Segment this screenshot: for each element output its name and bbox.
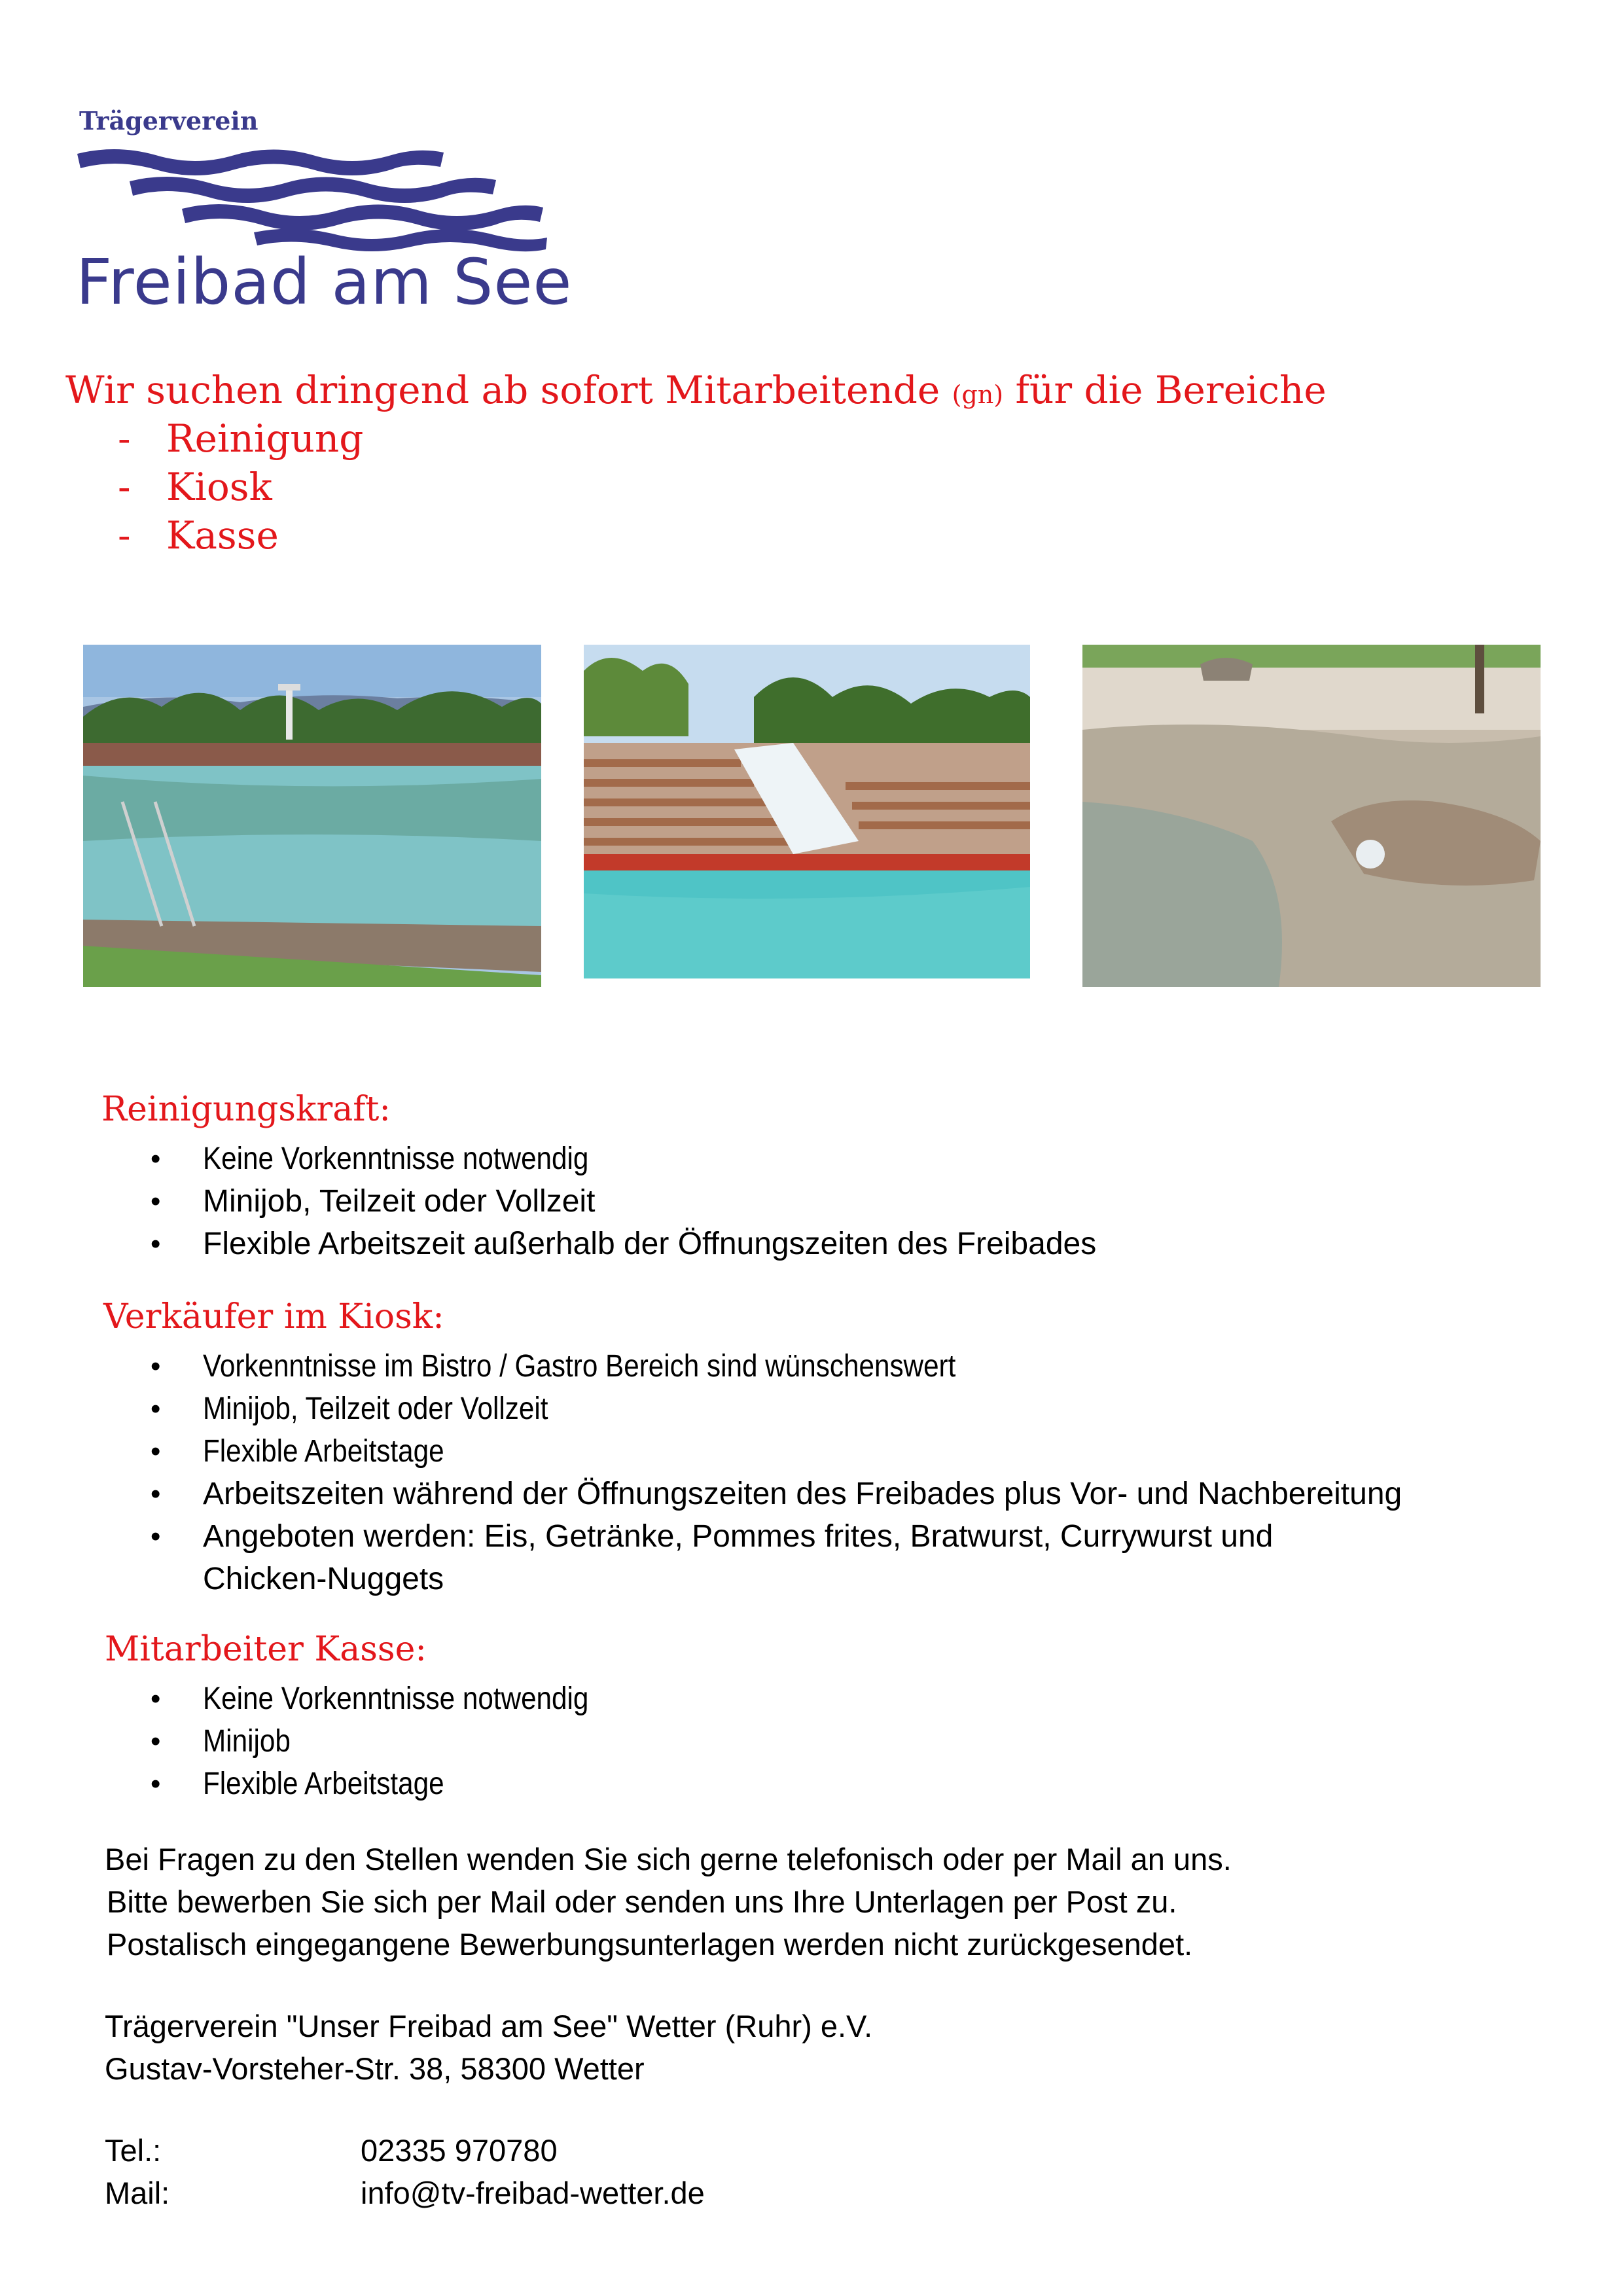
tel-value[interactable]: 02335 970780 — [361, 2133, 558, 2168]
list-item: • Minijob, Teilzeit oder Vollzeit — [151, 1388, 1402, 1430]
kiosk-list — [151, 1345, 1402, 1600]
info-paragraph-line: Bitte bewerben Sie sich per Mail oder senden uns Ihre Unterlagen per Post zu. — [107, 1884, 1177, 1919]
section-title-kasse: Mitarbeiter Kasse: — [105, 1630, 427, 1669]
list-item: • Keine Vorkenntnisse notwendig — [151, 1138, 1096, 1180]
section-title-kiosk: Verkäufer im Kiosk: — [103, 1297, 444, 1336]
list-item: • Flexible Arbeitstage — [151, 1430, 1402, 1473]
lake-pool-photo — [83, 645, 541, 987]
headline-text-before: Wir suchen dringend ab sofort Mitarbeitende — [65, 368, 952, 412]
info-paragraph-line: Bei Fragen zu den Stellen wenden Sie sich gerne telefonisch oder per Mail an uns. — [105, 1842, 1232, 1876]
tel-label: Tel.: — [105, 2133, 162, 2168]
water-playground-photo — [1082, 645, 1541, 987]
logo-subtitle: Trägerverein — [79, 106, 259, 135]
list-item: • Minijob, Teilzeit oder Vollzeit — [151, 1180, 1096, 1223]
organization-name: Trägerverein "Unser Freibad am See" Wetter (Ruhr) e.V. — [105, 2009, 873, 2043]
mail-label: Mail: — [105, 2176, 170, 2210]
list-item: • Flexible Arbeitszeit außerhalb der Öffnungszeiten des Freibades — [151, 1223, 1096, 1265]
list-item: • Arbeitszeiten während der Öffnungszeiten des Freibades plus Vor- und Nachbereitung — [151, 1473, 1402, 1515]
street-address: Gustav-Vorsteher-Str. 38, 58300 Wetter — [105, 2051, 645, 2086]
kasse-list — [151, 1677, 641, 1805]
headline — [65, 368, 1327, 412]
logo-waves-icon — [77, 141, 548, 255]
mail-value[interactable]: info@tv-freibad-wetter.de — [361, 2176, 705, 2210]
logo-title: Freibad am See — [76, 245, 573, 319]
headline-text-after: für die Bereiche — [1003, 368, 1327, 412]
area-item-kiosk: - Kiosk — [118, 465, 272, 509]
list-item: • Vorkenntnisse im Bistro / Gastro Bereich sind wünschenswert — [151, 1345, 1402, 1388]
area-item-reinigung: - Reinigung — [118, 416, 364, 461]
section-title-reinigungskraft: Reinigungskraft: — [101, 1090, 391, 1129]
list-item: • Keine Vorkenntnisse notwendig — [151, 1677, 641, 1720]
list-item: • Minijob — [151, 1720, 641, 1763]
list-item: • Angeboten werden: Eis, Getränke, Pommes frites, Bratwurst, Currywurst und Chicken-Nuggets — [151, 1515, 1402, 1600]
headline-gn: (gn) — [952, 380, 1004, 409]
pool-steps-waterfall-photo — [584, 645, 1030, 978]
area-item-kasse: - Kasse — [118, 513, 279, 558]
reinigungskraft-list — [151, 1138, 1096, 1265]
list-item: • Flexible Arbeitstage — [151, 1763, 641, 1805]
info-paragraph-line: Postalisch eingegangene Bewerbungsunterlagen werden nicht zurückgesendet. — [107, 1927, 1193, 1962]
